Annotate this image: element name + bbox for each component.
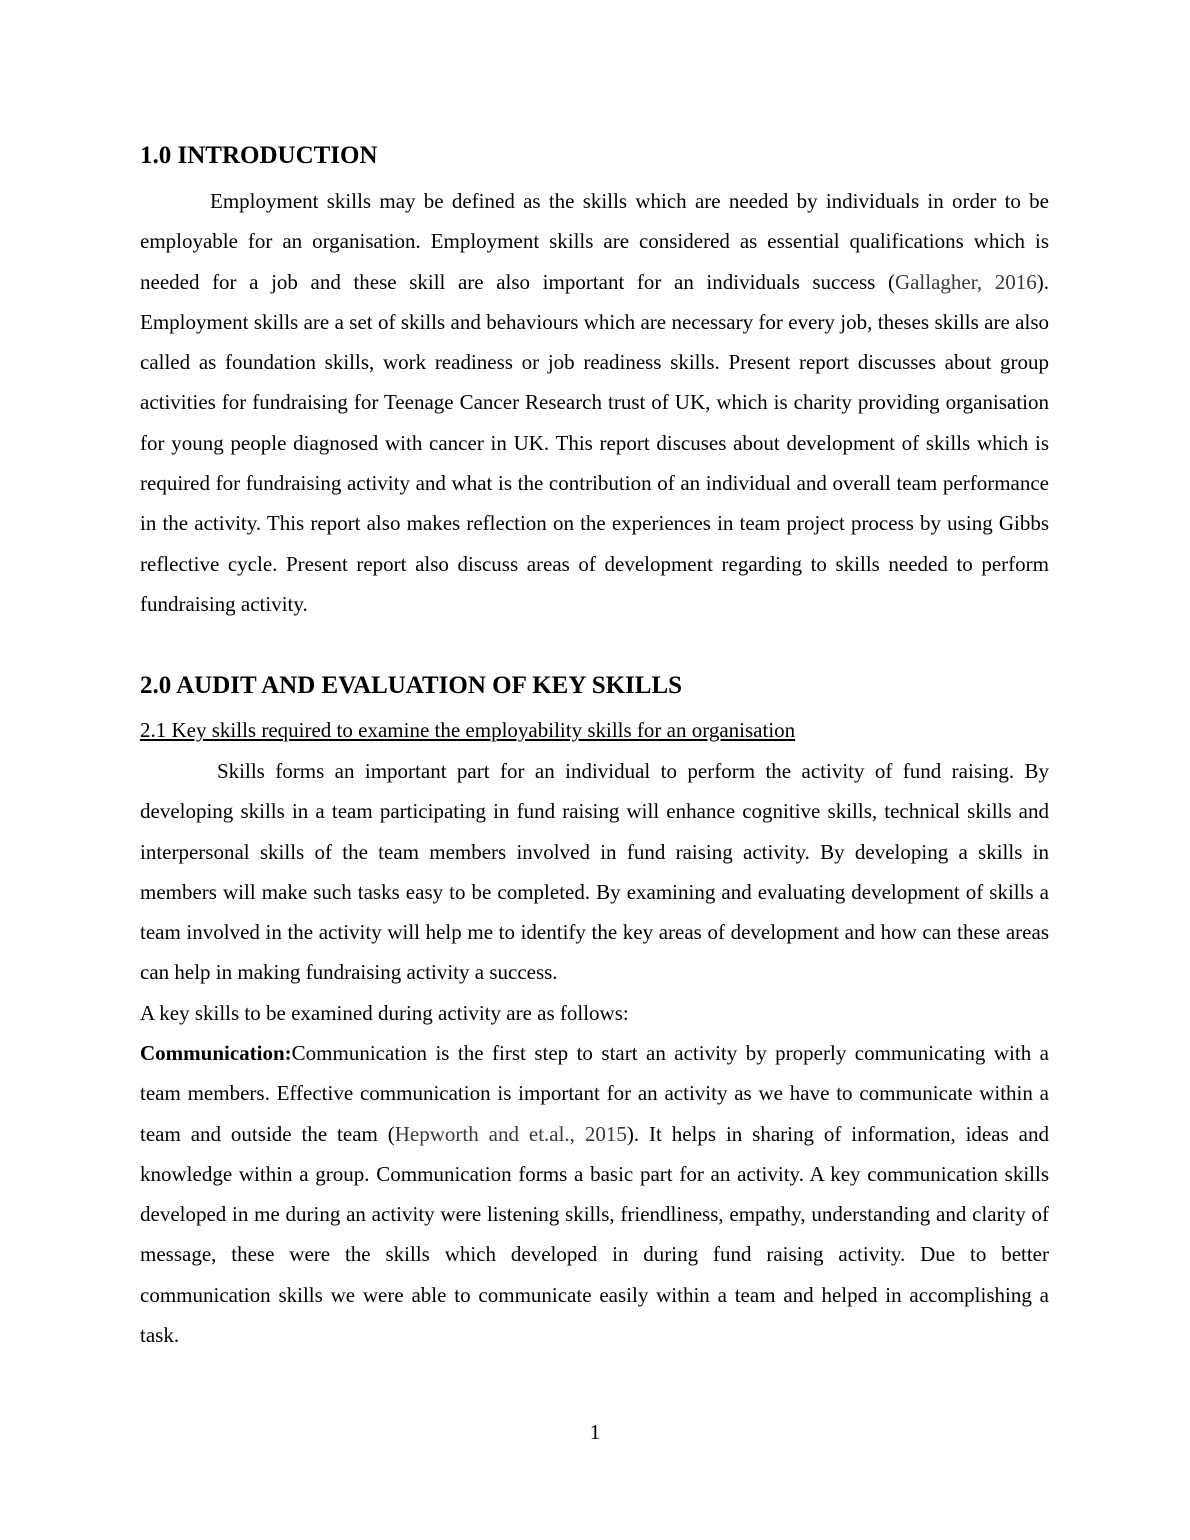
- communication-text-part-1: Communication is the first step to start an activity by properly communicating with a team members. Effective communication is important for an activity as we have to communicate within a team and outside the team (: [140, 1041, 1049, 1146]
- communication-label: Communication:: [140, 1041, 292, 1065]
- introduction-text-part-2: ). Employment skills are a set of skills and behaviours which are necessary for every job, theses skills are also called as foundation skills, work readiness or job readiness skills. Present report discusses about group activities for fundraising for Teenage Cancer Research trust of UK, which is charity providing organisation for young people diagnosed with cancer in UK. This report discuses about development of skills which is required for fundraising activity and what is the contribution of an individual and overall team performance in the activity. This report also makes reflection on the experiences in team project process by using Gibbs reflective cycle. Present report also discuss areas of development regarding to skills needed to perform fundraising activity.: [140, 269, 1049, 616]
- page-number: 1: [589, 1420, 601, 1444]
- skills-paragraph: Skills forms an important part for an individual to perform the activity of fund raising. By developing skills in a team participating in fund raising will enhance cognitive skills, technical skills and interpersonal skills of the team members involved in fund raising activity. By developing a skills in members will make such tasks easy to be completed. By examining and evaluating development of skills a team involved in the activity will help me to identify the key areas of development and how can these areas can help in making fundraising activity a success.: [140, 759, 1049, 985]
- communication-paragraph: [140, 1033, 1049, 1355]
- citation-hepworth: Hepworth and et.al., 2015: [394, 1121, 627, 1146]
- introduction-paragraph: [140, 181, 1049, 624]
- citation-gallagher: Gallagher, 2016: [894, 269, 1037, 294]
- key-skills-intro-line: A key skills to be examined during activity are as follows:: [140, 1001, 629, 1025]
- communication-text-part-2: ). It helps in sharing of information, ideas and knowledge within a group. Communication forms a basic part for an activity. A key communication skills developed in me during an activity were listening skills, friendliness, empathy, understanding and clarity of message, these were the skills which developed in during fund raising activity. Due to better communication skills we were able to communicate easily within a team and helped in accomplishing a task.: [140, 1121, 1049, 1348]
- key-skills-subheading: 2.1 Key skills required to examine the employability skills for an organisation: [140, 718, 796, 742]
- introduction-text-part-1: Employment skills may be defined as the skills which are needed by individuals in order to be employable for an organisation. Employment skills are considered as essential qualifications which is needed for a job and these skill are also important for an individuals success (: [140, 189, 1049, 294]
- introduction-heading: 1.0 INTRODUCTION: [140, 142, 378, 169]
- audit-heading: 2.0 AUDIT AND EVALUATION OF KEY SKILLS: [140, 672, 683, 699]
